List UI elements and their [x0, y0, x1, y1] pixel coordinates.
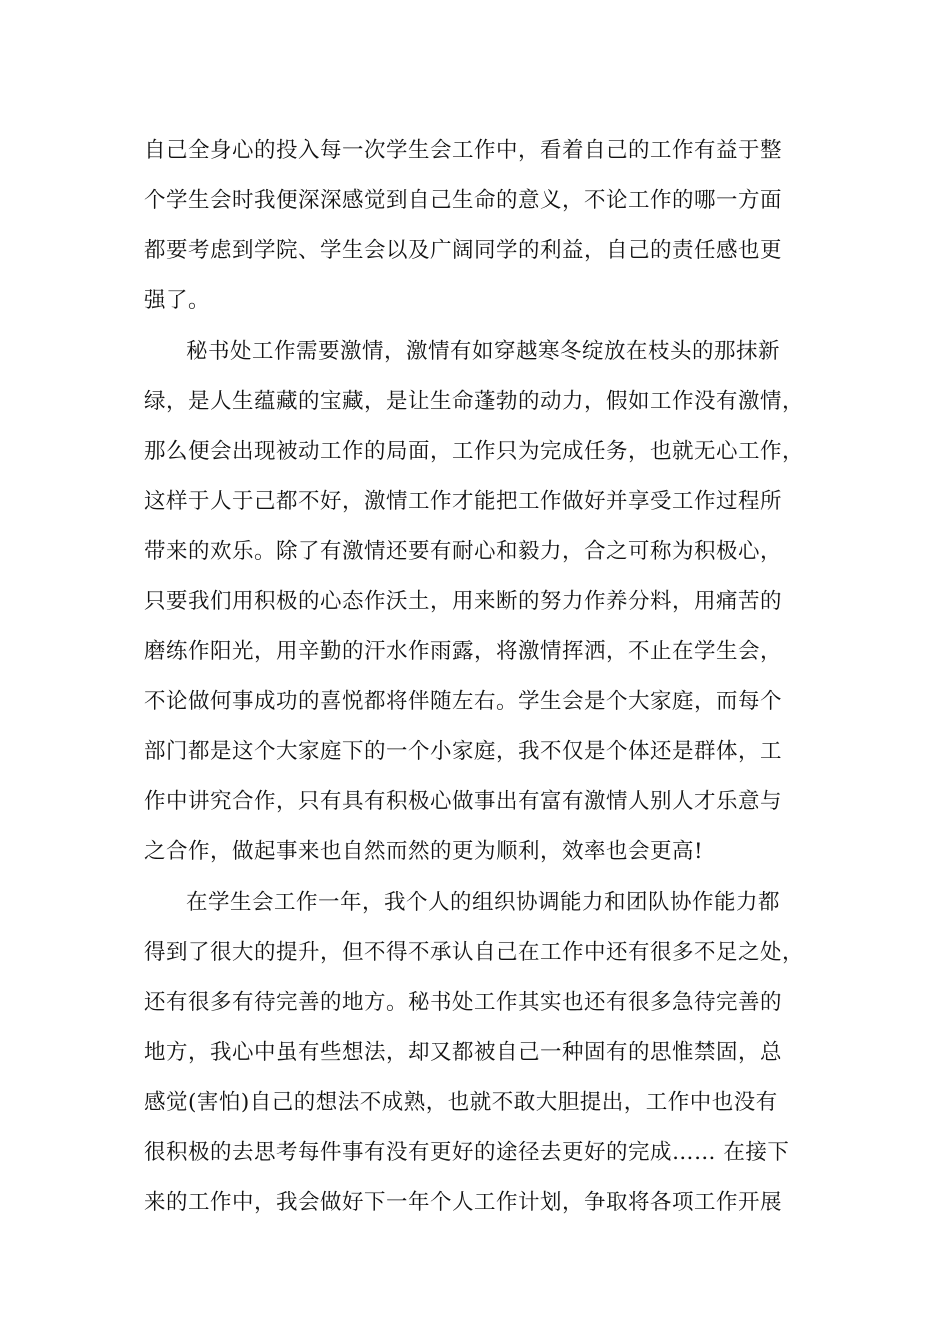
text-line: 个学生会时我便深深感觉到自己生命的意义，不论工作的哪一方面 [144, 188, 783, 213]
text-line: 很积极的去思考每件事有没有更好的途径去更好的完成…… 在接下 [144, 1140, 790, 1165]
text-line: 强了。 [144, 288, 211, 313]
text-line: 这样于人于己都不好，激情工作才能把工作做好并享受工作过程所 [144, 489, 783, 514]
text-line: 部门都是这个大家庭下的一个小家庭，我不仅是个体还是群体，工 [144, 739, 783, 764]
text-line: 磨练作阳光，用辛勤的汗水作雨露，将激情挥洒，不止在学生会， [144, 639, 783, 664]
text-line: 来的工作中，我会做好下一年个人工作计划，争取将各项工作开展 [144, 1190, 783, 1215]
text-line: 自己全身心的投入每一次学生会工作中，看着自己的工作有益于整 [144, 138, 783, 163]
text-line: 地方，我心中虽有些想法，却又都被自己一种固有的思惟禁固，总 [144, 1040, 783, 1065]
text-line: 只要我们用积极的心态作沃土，用来断的努力作养分料，用痛苦的 [144, 589, 783, 614]
text-line: 得到了很大的提升，但不得不承认自己在工作中还有很多不足之处， [144, 940, 805, 965]
paragraph-first-line: 在学生会工作一年，我个人的组织协调能力和团队协作能力都 [186, 890, 781, 915]
text-line: 还有很多有待完善的地方。秘书处工作其实也还有很多急待完善的 [144, 990, 783, 1015]
paragraph-first-line: 秘书处工作需要激情，激情有如穿越寒冬绽放在枝头的那抹新 [186, 339, 781, 364]
text-line: 带来的欢乐。除了有激情还要有耐心和毅力，合之可称为积极心， [144, 539, 783, 564]
text-line: 作中讲究合作，只有具有积极心做事出有富有激情人别人才乐意与 [144, 789, 783, 814]
text-line: 都要考虑到学院、学生会以及广阔同学的利益，自己的责任感也更 [144, 238, 783, 263]
text-line: 不论做何事成功的喜悦都将伴随左右。学生会是个大家庭，而每个 [144, 689, 783, 714]
text-line: 之合作，做起事来也自然而然的更为顺利，效率也会更高! [144, 839, 704, 864]
text-line: 那么便会出现被动工作的局面，工作只为完成任务，也就无心工作， [144, 439, 805, 464]
text-line: 绿，是人生蕴藏的宝藏，是让生命蓬勃的动力，假如工作没有激情， [144, 389, 805, 414]
text-line: 感觉(害怕)自己的想法不成熟，也就不敢大胆提出，工作中也没有 [144, 1090, 778, 1115]
